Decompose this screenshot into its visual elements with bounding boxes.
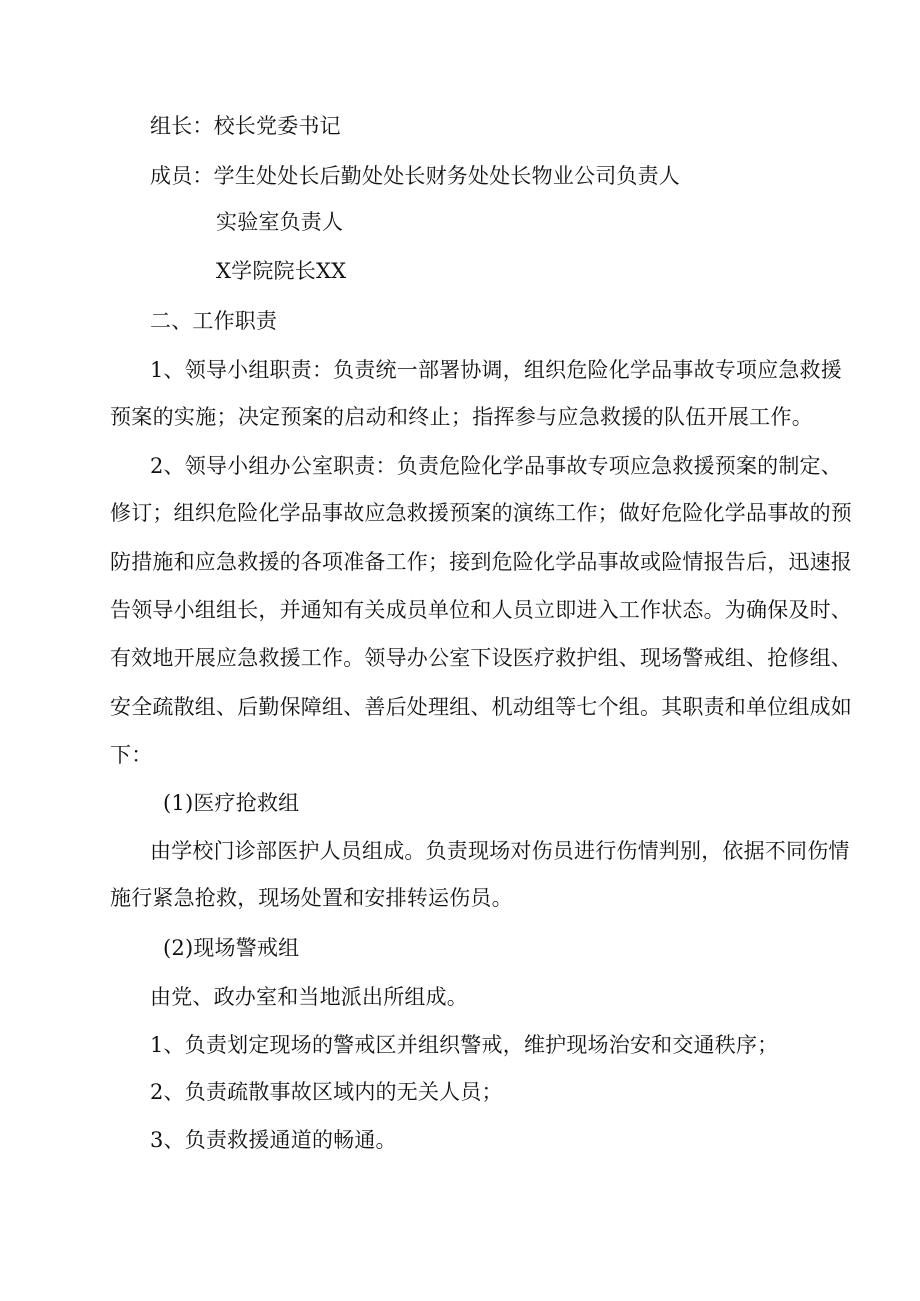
members-line-3: X学院院长XX [216, 259, 347, 283]
site-alert-duty-3: 3、负责救援通道的畅通。 [150, 1128, 397, 1152]
leading-group-duty-line-1: 1、领导小组职责：负责统一部署协调，组织危险化学品事故专项应急救援 [150, 358, 842, 382]
leading-group-duty-line-2: 预案的实施；决定预案的启动和终止；指挥参与应急救援的队伍开展工作。 [110, 405, 813, 429]
office-duty-line-2: 修订；组织危险化学品事故应急救援预案的演练工作；做好危险化学品事故的预 [110, 501, 852, 525]
members-line-2: 实验室负责人 [216, 210, 344, 234]
medical-rescue-group-line-1: 由学校门诊部医护人员组成。负责现场对伤员进行伤情判别，依据不同伤情 [150, 839, 850, 863]
medical-rescue-group-line-2: 施行紧急抢救，现场处置和安排转运伤员。 [110, 886, 513, 910]
site-alert-duty-2: 2、负责疏散事故区域内的无关人员； [150, 1080, 503, 1104]
site-alert-duty-1: 1、负责划定现场的警戒区并组织警戒，维护现场治安和交通秩序； [150, 1033, 779, 1057]
office-duty-line-6: 安全疏散组、后勤保障组、善后处理组、机动组等七个组。其职责和单位组成如 [110, 695, 852, 719]
members-line-1: 成员：学生处处长后勤处处长财务处处长物业公司负责人 [150, 164, 680, 188]
office-duty-line-3: 防措施和应急救援的各项准备工作；接到危险化学品事故或险情报告后，迅速报 [110, 550, 852, 574]
office-duty-line-4: 告领导小组组长，并通知有关成员单位和人员立即进入工作状态。为确保及时、 [110, 598, 852, 622]
section-heading: 二、工作职责 [150, 309, 278, 333]
office-duty-line-1: 2、领导小组办公室职责：负责危险化学品事故专项应急救援预案的制定、 [150, 454, 842, 478]
office-duty-line-5: 有效地开展应急救援工作。领导办公室下设医疗救护组、现场警戒组、抢修组、 [110, 646, 852, 670]
medical-rescue-group-title: (1)医疗抢救组 [163, 791, 300, 815]
leader-line: 组长：校长党委书记 [150, 114, 341, 138]
site-alert-group-title: (2)现场警戒组 [163, 936, 300, 960]
office-duty-line-7: 下： [110, 743, 153, 767]
site-alert-group-members: 由党、政办室和当地派出所组成。 [150, 985, 468, 1009]
